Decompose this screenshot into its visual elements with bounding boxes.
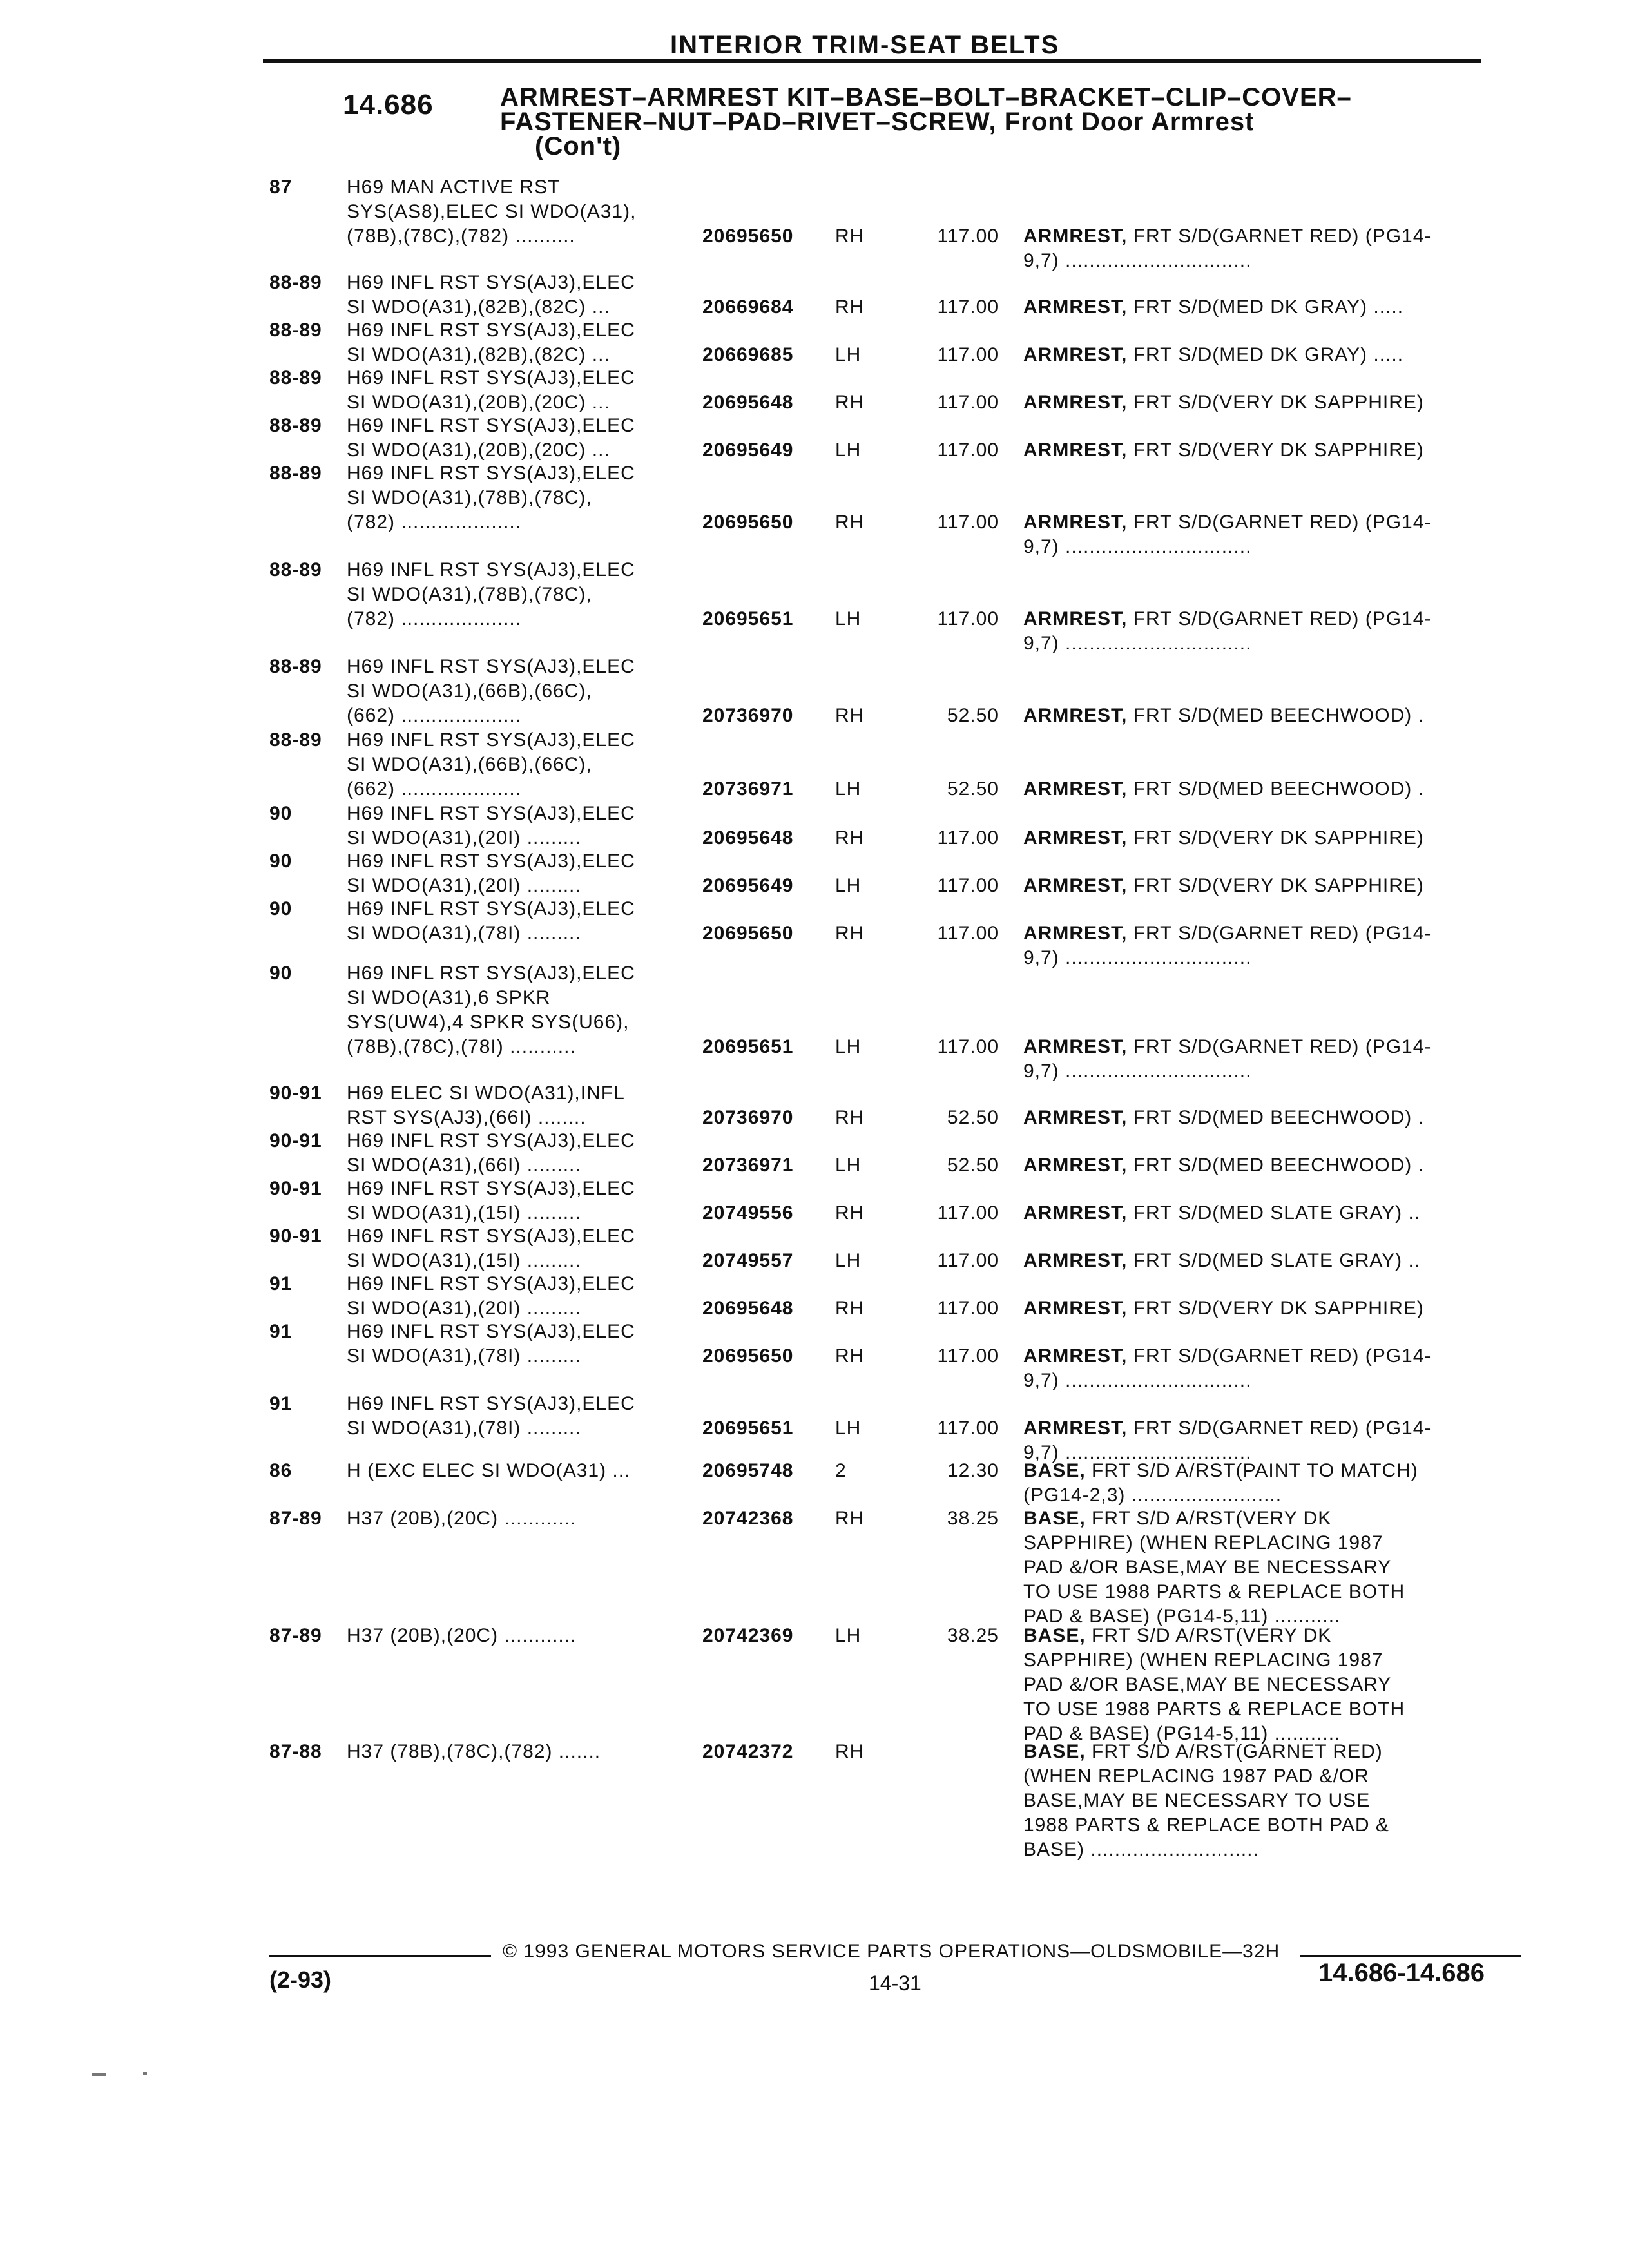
part-name	[1023, 826, 1500, 850]
usage-description: H69 INFL RST SYS(AJ3),ELEC SI WDO(A31),(20B),(20C) ...	[347, 367, 635, 413]
scan-speck	[92, 2073, 106, 2076]
part-name-keyword: ARMREST,	[1023, 1418, 1128, 1439]
price: 52.50	[947, 1107, 999, 1128]
group-number: 14.686	[343, 89, 434, 120]
part-name-detail: FRT S/D(VERY DK SAPPHIRE)	[1127, 875, 1424, 896]
usage-description: H69 INFL RST SYS(AJ3),ELEC SI WDO(A31),(78B),(78C), (782) ....................	[347, 559, 635, 629]
model-year: 86	[269, 1460, 293, 1481]
part-number: 20749556	[702, 1202, 794, 1224]
usage-description: H37 (20B),(20C) ............	[347, 1625, 577, 1646]
usage-description: H (EXC ELEC SI WDO(A31) ...	[347, 1460, 631, 1481]
part-name-keyword: BASE,	[1023, 1508, 1086, 1529]
quantity: RH	[835, 1508, 865, 1529]
footer-rule-left	[269, 1955, 491, 1957]
part-number: 20695650	[702, 923, 794, 944]
part-name	[1023, 1506, 1500, 1629]
part-name	[1023, 874, 1500, 898]
model-year: 88-89	[269, 463, 322, 484]
quantity: RH	[835, 923, 865, 944]
part-name-keyword: ARMREST,	[1023, 392, 1128, 413]
model-year: 90-91	[269, 1225, 322, 1247]
quantity: LH	[835, 608, 862, 629]
part-name	[1023, 1459, 1500, 1508]
part-number: 20695650	[702, 512, 794, 533]
part-name-detail: FRT S/D(VERY DK SAPPHIRE)	[1127, 827, 1424, 849]
price: 117.00	[937, 392, 999, 413]
model-year: 88-89	[269, 559, 322, 581]
group-title: ARMREST–ARMREST KIT–BASE–BOLT–BRACKET–CLIP–COVER–FASTENER–NUT–PAD–RIVET–SCREW, Front Door Armrest	[500, 83, 1352, 136]
part-name-detail: FRT S/D(VERY DK SAPPHIRE)	[1127, 439, 1424, 461]
header-rule	[263, 59, 1481, 63]
usage-description: H69 INFL RST SYS(AJ3),ELEC SI WDO(A31),(20I) .........	[347, 803, 635, 849]
price: 117.00	[937, 608, 999, 629]
price: 38.25	[947, 1625, 999, 1646]
part-number: 20736970	[702, 1107, 794, 1128]
part-number: 20695648	[702, 1298, 794, 1319]
quantity: RH	[835, 1298, 865, 1319]
usage-description: H69 INFL RST SYS(AJ3),ELEC SI WDO(A31),(78I) .........	[347, 1321, 635, 1367]
quantity: RH	[835, 827, 865, 849]
quantity: RH	[835, 1202, 865, 1224]
part-name-detail: FRT S/D(GARNET RED) (PG14- 9,7) ...............................	[1023, 512, 1432, 557]
model-year: 87-88	[269, 1741, 322, 1762]
price: 117.00	[937, 1418, 999, 1439]
part-number: 20742372	[702, 1741, 794, 1762]
quantity: LH	[835, 344, 862, 365]
part-name-detail: FRT S/D(VERY DK SAPPHIRE)	[1127, 1298, 1424, 1319]
part-name-keyword: ARMREST,	[1023, 827, 1128, 849]
part-name-keyword: BASE,	[1023, 1460, 1086, 1481]
part-number: 20695650	[702, 1345, 794, 1367]
part-name-detail: FRT S/D(GARNET RED) (PG14- 9,7) ...............................	[1023, 226, 1432, 271]
part-number: 20695651	[702, 608, 794, 629]
footer-rule-right	[1300, 1955, 1521, 1957]
part-name-keyword: ARMREST,	[1023, 512, 1128, 533]
part-name	[1023, 1740, 1500, 1862]
usage-description: H69 INFL RST SYS(AJ3),ELEC SI WDO(A31),(20I) .........	[347, 1273, 635, 1319]
price: 38.25	[947, 1508, 999, 1529]
part-name	[1023, 390, 1500, 415]
part-name-detail: FRT S/D(GARNET RED) (PG14- 9,7) ...............................	[1023, 1418, 1432, 1463]
quantity: RH	[835, 392, 865, 413]
price: 117.00	[937, 1345, 999, 1367]
part-name	[1023, 224, 1500, 273]
price: 52.50	[947, 778, 999, 800]
part-name-keyword: ARMREST,	[1023, 608, 1128, 629]
usage-description: H69 INFL RST SYS(AJ3),ELEC SI WDO(A31),(78I) .........	[347, 898, 635, 944]
part-name	[1023, 607, 1500, 656]
page-number: 14-31	[869, 1972, 921, 1995]
part-number: 20695648	[702, 392, 794, 413]
part-name-detail: FRT S/D(MED BEECHWOOD) .	[1127, 1155, 1424, 1176]
quantity: RH	[835, 1345, 865, 1367]
part-number: 20742369	[702, 1625, 794, 1646]
quantity: LH	[835, 1250, 862, 1271]
part-name-keyword: BASE,	[1023, 1741, 1086, 1762]
part-number: 20695649	[702, 875, 794, 896]
part-name-keyword: ARMREST,	[1023, 1155, 1128, 1176]
scan-speck	[143, 2072, 147, 2075]
part-number: 20736971	[702, 778, 794, 800]
model-year: 87	[269, 177, 293, 198]
part-name	[1023, 1106, 1500, 1130]
part-name-detail: FRT S/D(MED BEECHWOOD) .	[1127, 1107, 1424, 1128]
part-number: 20695651	[702, 1036, 794, 1057]
part-name	[1023, 343, 1500, 367]
part-name-keyword: ARMREST,	[1023, 1202, 1128, 1224]
part-name-keyword: ARMREST,	[1023, 923, 1128, 944]
part-name-keyword: ARMREST,	[1023, 344, 1128, 365]
part-name-keyword: ARMREST,	[1023, 778, 1128, 800]
quantity: RH	[835, 1741, 865, 1762]
quantity: RH	[835, 226, 865, 247]
usage-description: H37 (20B),(20C) ............	[347, 1508, 577, 1529]
model-year: 91	[269, 1393, 293, 1414]
part-name	[1023, 1624, 1500, 1746]
part-name-detail: FRT S/D A/RST(GARNET RED) (WHEN REPLACING 1987 PAD &/OR BASE,MAY BE NECESSARY TO USE 1988 PARTS & REPLACE BOTH PAD & BASE) ............................	[1023, 1741, 1389, 1860]
model-year: 91	[269, 1321, 293, 1342]
part-name-detail: FRT S/D(MED SLATE GRAY) ..	[1127, 1250, 1421, 1271]
part-name-keyword: ARMREST,	[1023, 1250, 1128, 1271]
quantity: LH	[835, 1155, 862, 1176]
part-name-keyword: ARMREST,	[1023, 439, 1128, 461]
quantity: RH	[835, 705, 865, 726]
part-name-detail: FRT S/D(VERY DK SAPPHIRE)	[1127, 392, 1424, 413]
footer-range: 14.686-14.686	[1318, 1959, 1485, 1987]
part-name-detail: FRT S/D A/RST(PAINT TO MATCH) (PG14-2,3) .........................	[1023, 1460, 1418, 1506]
price: 117.00	[937, 875, 999, 896]
part-name	[1023, 1035, 1500, 1084]
model-year: 90-91	[269, 1178, 322, 1199]
usage-description: H69 INFL RST SYS(AJ3),ELEC SI WDO(A31),(15I) .........	[347, 1225, 635, 1271]
part-name-keyword: ARMREST,	[1023, 705, 1128, 726]
part-name-keyword: ARMREST,	[1023, 1036, 1128, 1057]
part-name-detail: FRT S/D(MED SLATE GRAY) ..	[1127, 1202, 1421, 1224]
price: 52.50	[947, 1155, 999, 1176]
price: 117.00	[937, 226, 999, 247]
quantity: LH	[835, 439, 862, 461]
part-name-detail: FRT S/D(GARNET RED) (PG14- 9,7) ...............................	[1023, 1036, 1432, 1082]
part-number: 20669685	[702, 344, 794, 365]
quantity: RH	[835, 512, 865, 533]
usage-description: H69 INFL RST SYS(AJ3),ELEC SI WDO(A31),6 SPKR SYS(UW4),4 SPKR SYS(U66), (78B),(78C),(78I) ...........	[347, 963, 635, 1057]
part-name-detail: FRT S/D(GARNET RED) (PG14- 9,7) ...............................	[1023, 1345, 1432, 1391]
model-year: 88-89	[269, 415, 322, 436]
model-year: 90	[269, 963, 293, 984]
price: 117.00	[937, 1250, 999, 1271]
part-name	[1023, 438, 1500, 463]
part-name-keyword: ARMREST,	[1023, 1298, 1128, 1319]
part-name-keyword: ARMREST,	[1023, 875, 1128, 896]
footer-date: (2-93)	[269, 1966, 332, 1993]
price: 117.00	[937, 827, 999, 849]
part-number: 20695648	[702, 827, 794, 849]
part-name-detail: FRT S/D(MED DK GRAY) .....	[1127, 344, 1404, 365]
usage-description: H37 (78B),(78C),(782) .......	[347, 1741, 601, 1762]
usage-description: H69 INFL RST SYS(AJ3),ELEC SI WDO(A31),(82B),(82C) ...	[347, 320, 635, 365]
model-year: 90	[269, 850, 293, 872]
part-name-detail: FRT S/D(MED BEECHWOOD) .	[1127, 705, 1424, 726]
price: 52.50	[947, 705, 999, 726]
usage-description: H69 INFL RST SYS(AJ3),ELEC SI WDO(A31),(20I) .........	[347, 850, 635, 896]
part-number: 20749557	[702, 1250, 794, 1271]
part-name	[1023, 1344, 1500, 1393]
model-year: 91	[269, 1273, 293, 1294]
part-number: 20736970	[702, 705, 794, 726]
part-number: 20695649	[702, 439, 794, 461]
part-number: 20695748	[702, 1460, 794, 1481]
model-year: 88-89	[269, 367, 322, 389]
part-name	[1023, 1296, 1500, 1321]
part-name	[1023, 777, 1500, 802]
part-name	[1023, 921, 1500, 970]
price: 117.00	[937, 1202, 999, 1224]
footer-copyright: © 1993 GENERAL MOTORS SERVICE PARTS OPERATIONS—OLDSMOBILE—32H	[503, 1941, 1280, 1962]
model-year: 90-91	[269, 1130, 322, 1151]
model-year: 87-89	[269, 1508, 322, 1529]
part-name-keyword: ARMREST,	[1023, 296, 1128, 318]
model-year: 88-89	[269, 272, 322, 293]
price: 117.00	[937, 1298, 999, 1319]
part-name-keyword: BASE,	[1023, 1625, 1086, 1646]
part-name	[1023, 1201, 1500, 1225]
usage-description: H69 ELEC SI WDO(A31),INFL RST SYS(AJ3),(66I) ........	[347, 1082, 625, 1128]
model-year: 90	[269, 898, 293, 919]
part-name	[1023, 1416, 1500, 1465]
part-number: 20695650	[702, 226, 794, 247]
usage-description: H69 MAN ACTIVE RST SYS(AS8),ELEC SI WDO(A31), (78B),(78C),(782) ..........	[347, 177, 637, 247]
part-name	[1023, 295, 1500, 320]
price: 117.00	[937, 296, 999, 318]
usage-description: H69 INFL RST SYS(AJ3),ELEC SI WDO(A31),(78B),(78C), (782) ....................	[347, 463, 635, 533]
usage-description: H69 INFL RST SYS(AJ3),ELEC SI WDO(A31),(82B),(82C) ...	[347, 272, 635, 318]
price: 117.00	[937, 344, 999, 365]
price: 12.30	[947, 1460, 999, 1481]
group-title-block	[500, 85, 1480, 159]
part-number: 20742368	[702, 1508, 794, 1529]
usage-description: H69 INFL RST SYS(AJ3),ELEC SI WDO(A31),(66B),(66C), (662) ....................	[347, 729, 635, 800]
model-year: 88-89	[269, 320, 322, 341]
part-name-detail: FRT S/D(MED DK GRAY) .....	[1127, 296, 1404, 318]
usage-description: H69 INFL RST SYS(AJ3),ELEC SI WDO(A31),(66B),(66C), (662) ....................	[347, 656, 635, 726]
price: 117.00	[937, 923, 999, 944]
quantity: 2	[835, 1460, 847, 1481]
part-name-keyword: ARMREST,	[1023, 1107, 1128, 1128]
continued-label: (Con't)	[535, 132, 622, 160]
part-name	[1023, 510, 1500, 559]
part-number: 20736971	[702, 1155, 794, 1176]
price: 117.00	[937, 1036, 999, 1057]
quantity: RH	[835, 296, 865, 318]
quantity: LH	[835, 875, 862, 896]
model-year: 90	[269, 803, 293, 824]
part-name-detail: FRT S/D A/RST(VERY DK SAPPHIRE) (WHEN REPLACING 1987 PAD &/OR BASE,MAY BE NECESSARY TO USE 1988 PARTS & REPLACE BOTH PAD & BASE) (PG14-5,11) ...........	[1023, 1508, 1405, 1627]
part-name	[1023, 704, 1500, 728]
part-name-keyword: ARMREST,	[1023, 226, 1128, 247]
price: 117.00	[937, 439, 999, 461]
part-name-detail: FRT S/D(GARNET RED) (PG14- 9,7) ...............................	[1023, 923, 1432, 968]
usage-description: H69 INFL RST SYS(AJ3),ELEC SI WDO(A31),(20B),(20C) ...	[347, 415, 635, 461]
usage-description: H69 INFL RST SYS(AJ3),ELEC SI WDO(A31),(78I) .........	[347, 1393, 635, 1439]
quantity: LH	[835, 1036, 862, 1057]
part-number: 20695651	[702, 1418, 794, 1439]
quantity: LH	[835, 778, 862, 800]
part-number: 20669684	[702, 296, 794, 318]
usage-description: H69 INFL RST SYS(AJ3),ELEC SI WDO(A31),(15I) .........	[347, 1178, 635, 1224]
part-name-detail: FRT S/D(MED BEECHWOOD) .	[1127, 778, 1424, 800]
part-name	[1023, 1249, 1500, 1273]
model-year: 90-91	[269, 1082, 322, 1104]
part-name	[1023, 1153, 1500, 1178]
model-year: 87-89	[269, 1625, 322, 1646]
part-name-keyword: ARMREST,	[1023, 1345, 1128, 1367]
section-title: INTERIOR TRIM-SEAT BELTS	[670, 31, 1060, 59]
model-year: 88-89	[269, 729, 322, 751]
price: 117.00	[937, 512, 999, 533]
quantity: RH	[835, 1107, 865, 1128]
model-year: 88-89	[269, 656, 322, 677]
quantity: LH	[835, 1625, 862, 1646]
quantity: LH	[835, 1418, 862, 1439]
part-name-detail: FRT S/D A/RST(VERY DK SAPPHIRE) (WHEN REPLACING 1987 PAD &/OR BASE,MAY BE NECESSARY TO USE 1988 PARTS & REPLACE BOTH PAD & BASE) (PG14-5,11) ...........	[1023, 1625, 1405, 1744]
part-name-detail: FRT S/D(GARNET RED) (PG14- 9,7) ...............................	[1023, 608, 1432, 654]
usage-description: H69 INFL RST SYS(AJ3),ELEC SI WDO(A31),(66I) .........	[347, 1130, 635, 1176]
